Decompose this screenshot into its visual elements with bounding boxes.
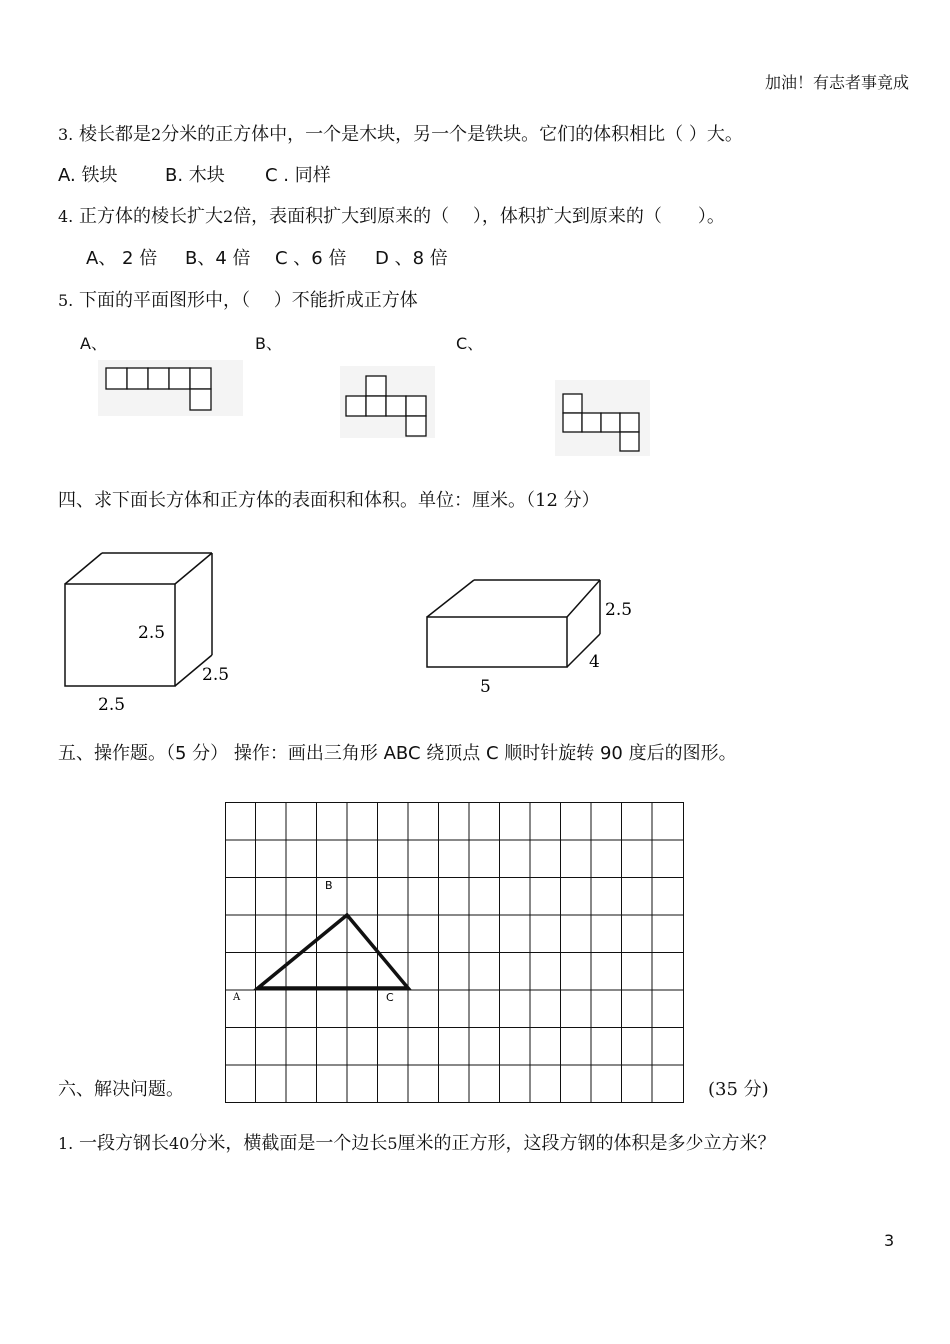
- cuboid-label-length: 5: [480, 677, 491, 697]
- section-score: （12 分）: [526, 490, 600, 511]
- question-text: 下面的平面图形中，（ ）不能折成正方体: [79, 290, 418, 311]
- q5-choice-a: A、: [80, 334, 107, 353]
- section-title-text: 四、求下面长方体和正方体的表面积和体积。单位：厘米。: [58, 490, 526, 511]
- q3-option-b: B. 木块: [165, 165, 225, 186]
- cube-label-depth: 2.5: [202, 665, 230, 685]
- problem-value: 40: [169, 1134, 190, 1153]
- question-text: 正方体的棱长扩大: [79, 206, 223, 227]
- question-text: 棱长都是: [79, 124, 151, 145]
- question-number: 3.: [58, 125, 74, 144]
- question-text: 分米的正方体中，一个是木块，另一个是铁块。它们的体积相比（ ）大。: [161, 124, 743, 145]
- problem-text: 一段方钢长: [79, 1133, 169, 1154]
- cube-label-width: 2.5: [98, 695, 126, 715]
- cube-label-height: 2.5: [138, 623, 166, 643]
- cuboid-label-width: 4: [589, 652, 600, 672]
- cuboid-label-height: 2.5: [605, 600, 633, 620]
- cube-figure: [60, 548, 240, 718]
- problem-number: 1.: [58, 1134, 74, 1153]
- section-6-score: (35 分): [708, 1079, 769, 1100]
- problem-text: 厘米的正方形，这段方钢的体积是多少立方米？: [397, 1133, 776, 1154]
- cube-net-b: [340, 366, 435, 438]
- q4-option-a: A、 2 倍: [86, 248, 158, 269]
- q4-option-d: D 、8 倍: [375, 248, 448, 269]
- vertex-c-label: C: [386, 991, 394, 1004]
- question-number: 5.: [58, 291, 74, 310]
- q3-option-a: A. 铁块: [58, 165, 118, 186]
- section-4-title: [58, 490, 600, 512]
- page-number: 3: [884, 1231, 895, 1250]
- section-6-title: 六、解决问题。: [58, 1079, 184, 1100]
- q5-choice-c: C、: [456, 334, 484, 353]
- rotation-grid: [225, 802, 685, 1104]
- question-text: 倍，表面积扩大到原来的（ ），体积扩大到原来的（ ）。: [233, 206, 725, 227]
- cube-net-a: [98, 360, 243, 416]
- problem-text: 分米，横截面是一个边长: [189, 1133, 388, 1154]
- triangle-abc: [258, 915, 408, 988]
- header-motto: 加油！有志者事竟成: [765, 73, 910, 92]
- section-5-title: 五、操作题。（5 分） 操作：画出三角形 ABC 绕顶点 C 顺时针旋转 90 度后的图形。: [58, 743, 737, 764]
- cuboid-figure: [420, 575, 640, 700]
- q4-option-c: C 、6 倍: [275, 248, 347, 269]
- q4-option-b: B、4 倍: [185, 248, 251, 269]
- question-4: [58, 206, 725, 228]
- question-number: 4.: [58, 207, 74, 226]
- question-3: [58, 124, 743, 146]
- problem-value: 5: [387, 1134, 398, 1153]
- vertex-a-label: A: [233, 992, 241, 1003]
- vertex-b-label: B: [325, 879, 333, 892]
- question-value: 2: [223, 207, 234, 226]
- q5-choice-b: B、: [255, 334, 282, 353]
- q3-option-c: C . 同样: [265, 165, 331, 186]
- question-5: [58, 290, 418, 312]
- cube-net-c: [555, 380, 650, 456]
- question-value: 2: [151, 125, 162, 144]
- problem-1: [58, 1133, 776, 1155]
